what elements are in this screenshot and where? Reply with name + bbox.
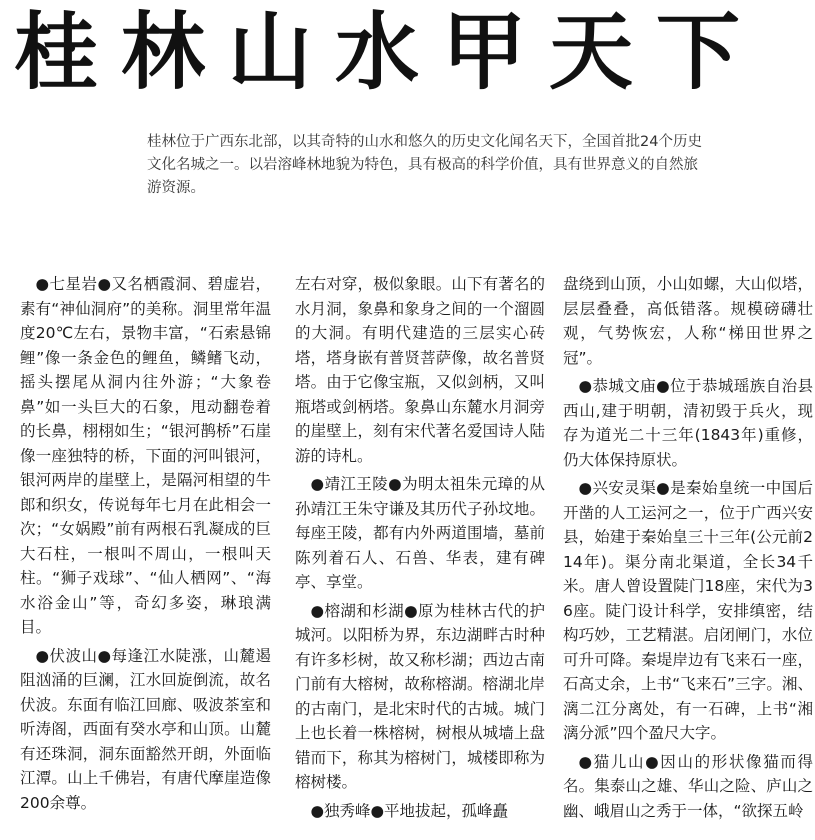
column-1 xyxy=(20,272,271,840)
paragraph-maoer-mountain: ●猫儿山●因山的形状像猫而得名。集泰山之雄、华山之险、庐山之幽、峨眉山之秀于一体，“欲探五岭 xyxy=(563,752,813,820)
paragraph-jingjiang-tombs: ●靖江王陵●为明太祖朱元璋的从孙靖江王朱守谦及其历代子孙坟地。每座王陵，都有内外两道围墙，墓前陈列着石人、石兽、华表，建有碑亭、享堂。 xyxy=(295,475,545,591)
column-2 xyxy=(295,272,545,840)
page-title: 桂林山水甲天下 xyxy=(14,3,764,101)
paragraph-elephant-trunk-hill: 左右对穿，极似象眼。山下有著名的水月洞，象鼻和象身之间的一个溜圆的大洞。有明代建造的三层实心砖塔，塔身嵌有普贤菩萨像，故名普贤塔。由于它像宝瓶，又似剑柄，又叫瓶塔或剑柄塔。象鼻山东麓水月洞旁的崖壁上，刻有宋代著名爱国诗人陆游的诗札。 xyxy=(295,275,545,465)
paragraph-rong-shan-lakes: ●榕湖和杉湖●原为桂林古代的护城河。以阳桥为界，东边湖畔古时种有许多杉树，故又称杉湖；西边古南门前有大榕树，故称榕湖。榕湖北岸的古南门，是北宋时代的古城。城门上也长着一株榕树，树根从城墙上盘错而下，称其为榕树门，城楼即称为榕树楼。 xyxy=(295,601,545,791)
paragraph-duxiu-peak: ●独秀峰●平地拔起，孤峰矗 xyxy=(310,801,509,820)
paragraph-rice-terraces: 盘绕到山顶，小山如螺，大山似塔，层层叠叠，高低错落。规模磅礴壮观，气势恢宏，人称“梯田世界之冠”。 xyxy=(563,275,813,367)
paragraph-fubo-hill: ●伏波山●每逢江水陡涨，山麓遏阻汹涌的巨澜，江水回旋倒流，故名伏波。东面有临江回廊、吸波茶室和听涛阁，西面有癸水亭和山顶。山麓有还珠洞，洞东面豁然开朗，外面临江潭。山上千佛岩，有唐代摩崖造像200余尊。 xyxy=(20,646,271,812)
paragraph-lingqu-canal: ●兴安灵渠●是秦始皇统一中国后开凿的人工运河之一，位于广西兴安县，始建于秦始皇三十三年(公元前214年)。渠分南北渠道，全长34千米。唐人曾设置陡门18座，宋代为36座。陡门设计科学，安排缜密，结构巧妙，工艺精湛。启闭闸门，水位可升可降。秦堤岸边有飞来石一座，石高丈余，上书“飞来石”三字。湘、漓二江分离处，有一石碑，上书“湘漓分派”四个盈尺大字。 xyxy=(563,479,813,742)
intro-paragraph: 桂林位于广西东北部，以其奇特的山水和悠久的历史文化闻名天下，全国首批24个历史文化名城之一。以岩溶峰林地貌为特色，具有极高的科学价值，具有世界意义的自然旅游资源。 xyxy=(147,134,702,196)
paragraph-gongcheng-temple: ●恭城文庙●位于恭城瑶族自治县西山,建于明朝，清初毁于兵火，现存为道光二十三年(1843年)重修，仍大体保持原状。 xyxy=(563,377,813,469)
article-columns xyxy=(20,272,813,840)
column-3 xyxy=(563,272,813,840)
paragraph-seven-star-cave: ●七星岩●又名栖霞洞、碧虚岩，素有“神仙洞府”的美称。洞里常年温度20℃左右，景物丰富，“石索悬锦鲤”像一条金色的鲤鱼，鳞鳍飞动，摇头摆尾从洞内往外游；“大象卷鼻”如一头巨大的石象，甩动翻卷着的长鼻，栩栩如生；“银河鹊桥”石崖像一座独特的桥，下面的河叫银河，银河两岸的崖壁上，是隔河相望的牛郎和织女，传说每年七月在此相会一次；“女娲殿”前有两根石乳凝成的巨大石柱，一根叫不周山，一根叫天柱。“狮子戏球”、“仙人栖网”、“海水浴金山”等，奇幻多姿，琳琅满目。 xyxy=(20,275,271,636)
